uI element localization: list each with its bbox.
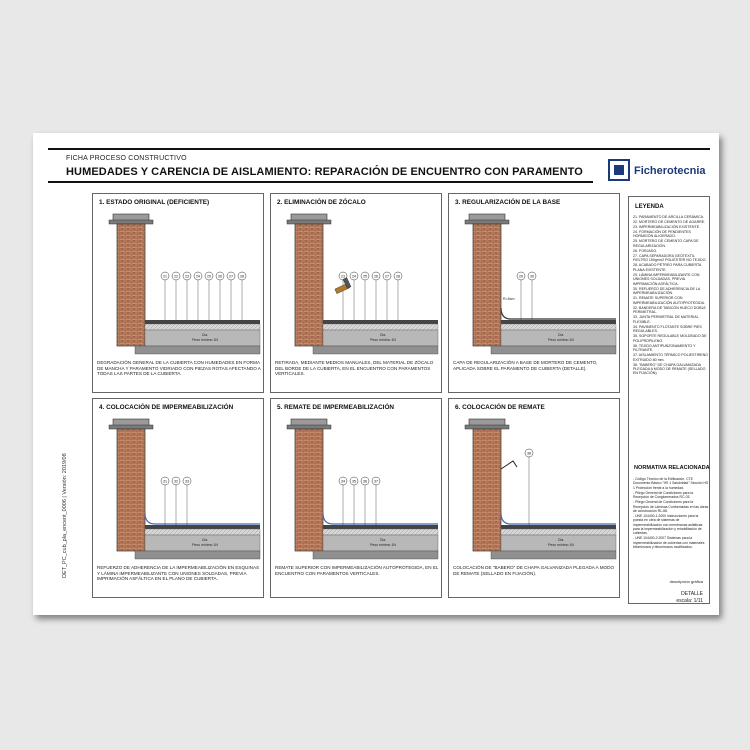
callout-number: 25: [363, 274, 367, 279]
normativa-title: NORMATIVA RELACIONADA: [634, 465, 710, 471]
detail-panel-6: [448, 398, 620, 598]
roof-finish-layer: [145, 320, 260, 324]
panel-title: 2. ELIMINACIÓN DE ZÓCALO: [277, 199, 366, 206]
column-cap-base: [109, 425, 153, 429]
panel-title: 4. COLOCACIÓN DE IMPERMEABILIZACIÓN: [99, 404, 234, 411]
roof-finish-layer: [323, 525, 438, 529]
construction-detail-drawing: [95, 413, 263, 563]
callout-number: 27: [229, 274, 233, 279]
document-side-code: DET_PC_cub_pla_encent_0006 | Versión: 2019/08: [62, 453, 68, 578]
header-bottom-rule: [48, 181, 593, 183]
legend-title: LEYENDA: [635, 204, 664, 210]
legend-item: 24. FORMACIÓN DE PENDIENTES HORMIGÓN ALIGERADO.: [633, 229, 691, 239]
callout-number: 29: [519, 274, 523, 279]
callout-number: 32: [174, 479, 178, 484]
ficherotecnia-logo: [608, 153, 708, 187]
panel-title: 6. COLOCACIÓN DE REMATE: [455, 404, 545, 411]
detail-title: DETALLE: [681, 591, 703, 597]
detail-panel-4: [92, 398, 264, 598]
roof-finish-layer: [145, 525, 260, 529]
legend-item: 29. LÁMINA IMPERMEABILIZANTE CON UNIONES SOLDADAS, PREVIA IMPRIMACIÓN ASFÁLTICA.: [633, 272, 700, 286]
normativa-item: - Pliego General de Condiciones para la Recepción de Conglomerados RC-03.: [633, 490, 694, 499]
document-sheet: [33, 133, 719, 615]
detail-panel-1: [92, 193, 264, 393]
waterproofing-membrane: [501, 308, 616, 319]
roof-screed-layer: [501, 529, 616, 535]
legend-item: 26. FORJADO.: [633, 248, 658, 253]
legend-item: 31. REMATE SUPERIOR CON IMPERMEABILIZACIÓN AUTOPROTEGIDA.: [633, 296, 706, 305]
callout-number: 23: [185, 274, 189, 279]
panel-title: 5. REMATE DE IMPERMEABILIZACIÓN: [277, 404, 395, 411]
normativa-list: [633, 477, 709, 550]
panel-description: RETIRADA, MEDIANTE MEDIOS MANUALES, DEL MATERIAL DE ZÓCALO DEL BORDE DE LA CUBIERTA, EN EL ENCUENTRO CON PARAMENTOS VERTICALES.: [275, 360, 434, 377]
waterproofing-membrane: [145, 513, 260, 524]
slab-label: Cta.: [379, 333, 387, 337]
roof-base: [135, 346, 260, 354]
detail-panel-2: [270, 193, 442, 393]
slab-label: Cta.: [201, 538, 209, 542]
callout-number: 34: [341, 479, 345, 484]
roof-screed-layer: [323, 529, 438, 535]
callout-number: 36: [363, 479, 367, 484]
brick-column: [117, 429, 145, 551]
callout-number: 23: [341, 274, 345, 279]
detail-panel-5: [270, 398, 442, 598]
slab-sublabel: Peso mínimo 1N: [548, 543, 574, 547]
roof-base: [313, 346, 438, 354]
roof-base: [313, 551, 438, 559]
legend-item: 33. JUNTA PERIMETRAL DE MATERIAL FLEXIBLE.: [633, 315, 699, 324]
legend-item: 25. MORTERO DE CEMENTO CAPA DE REGULARIZACIÓN.: [633, 239, 699, 248]
column-cap-base: [465, 220, 509, 224]
legend-item: 37. AISLAMIENTO TÉRMICO POLIESTIRENO EXTRUIDO 80 mm.: [633, 353, 708, 362]
panel-description: DEGRADACIÓN GENERAL DE LA CUBIERTA CON HUMEDADES EN FORMA DE MANCHA Y PARAMENTO VIDRIADO CON PIEZAS ROTAS AFECTANDO A TODAS LAS PARTES DE LA CUBIERTA.: [97, 360, 261, 377]
callout-number: 27: [385, 274, 389, 279]
callout-number: 22: [174, 274, 178, 279]
column-cap-base: [109, 220, 153, 224]
roof-screed-layer: [323, 324, 438, 330]
callout-number: 38: [527, 451, 531, 456]
sheet-content: [48, 146, 710, 604]
callout-number: 35: [352, 479, 356, 484]
brick-column: [473, 429, 501, 551]
slab-label: Cta.: [379, 538, 387, 542]
callout-number: 24: [196, 274, 200, 279]
construction-detail-drawing: [273, 413, 441, 563]
roof-base: [135, 551, 260, 559]
panel-description: CAPA DE REGULARIZACIÓN A BASE DE MORTERO DE CEMENTO, APLICADA SOBRE EL PARAMENTO DE CUBIERTA (DETALLE).: [453, 360, 598, 371]
callout-number: 25: [207, 274, 211, 279]
panel-description: REMATE SUPERIOR CON IMPERMEABILIZACIÓN AUTOPROTEGIDA, EN EL ENCUENTRO CON PARAMENTOS VERTICALES.: [275, 565, 439, 576]
graphic-description-label: descripción gráfica: [669, 579, 703, 584]
roof-base: [491, 346, 616, 354]
legend-item: 35. SOPORTE REGULABLE MOLDEADO DE POLIPROPILENO.: [633, 334, 707, 343]
callout-number: 33: [185, 479, 189, 484]
normativa-item: - UNE 104400-2:2007 Sistemas para la impermeabilización de cubiertas con materiales bituminosos y bituminosos modificados.: [633, 536, 705, 549]
legend-item: 32. BANDERA DE TABICÓN HUECO DOBLE PERIMETRAL.: [633, 305, 706, 315]
logo-text: Ficherotecnia: [634, 165, 706, 177]
slab-sublabel: Peso mínimo 1N: [548, 338, 574, 342]
construction-detail-drawing: [273, 208, 441, 358]
legend-item: 23. IMPERMEABILIZACIÓN EXISTENTE.: [633, 224, 701, 229]
callout-number: 21: [163, 274, 167, 279]
legend-item: 22. MORTERO DE CEMENTO DE AGARRE.: [633, 219, 706, 224]
roof-screed-layer: [145, 529, 260, 535]
brick-column: [295, 429, 323, 551]
legend-item: 38. "BABERO" DE CHAPA GALVANIZADA PLEGADA A MODO DE REMATE (SELLADO EN FIJACIÓN).: [633, 362, 706, 376]
flashing-profile: [501, 461, 517, 469]
callout-number: 26: [218, 274, 222, 279]
waterproofing-membrane: [323, 513, 438, 524]
legend-item: 28. ACABADO PÉTREO PARA CUBIERTA PLANA EXISTENTE.: [633, 263, 702, 272]
header-top-rule: [48, 148, 710, 150]
waterproofing-membrane: [501, 513, 616, 524]
construction-detail-drawing: [451, 413, 619, 563]
legend-item: 36. TEJIDO ANTIPUNZONAMIENTO Y FILTRANTE.: [633, 343, 696, 353]
legend-item: 27. CAPA SEPARADORA GEOTEXTIL FIELTRO 150gr/m2 POLIÉSTER NO TEJIDO.: [633, 253, 707, 263]
slab-label: Cta.: [201, 333, 209, 337]
logo-mark-icon: [608, 157, 634, 183]
slab-label: Cta.: [557, 538, 565, 542]
column-cap-base: [287, 220, 331, 224]
radius-note: R=5cm: [503, 297, 515, 301]
slab-sublabel: Peso mínimo 1N: [192, 338, 218, 342]
normativa-item: - Código Técnico de la Edificación. CTE Documento Básico "HS 1 Salubridad" Sección HS 1 Protección frente a la humedad.: [633, 477, 709, 490]
callout-number: 28: [240, 274, 244, 279]
roof-screed-layer: [145, 324, 260, 330]
callout-number: 37: [374, 479, 378, 484]
slab-sublabel: Peso mínimo 1N: [192, 543, 218, 547]
column-cap-base: [465, 425, 509, 429]
slab-label: Cta.: [557, 333, 565, 337]
legend-item: 21. PARAMENTO DE ARCILLA CERÁMICA.: [633, 215, 704, 219]
legend-list: [633, 215, 709, 376]
callout-number: 31: [163, 479, 167, 484]
construction-detail-drawing: [95, 208, 263, 358]
panel-description: REFUERZO DE ADHERENCIA DE LA IMPERMEABILIZACIÓN EN ESQUINAS Y LÁMINA IMPERMEABILIZANTE CON UNIONES SOLDADAS, PREVIA IMPRIMACIÓN ASFÁLTICA EN EL PLANO DE CUBIERTA.: [97, 565, 260, 582]
document-title: HUMEDADES Y CARENCIA DE AISLAMIENTO: REPARACIÓN DE ENCUENTRO CON PARAMENTO: [66, 166, 583, 178]
roof-finish-layer: [501, 525, 616, 529]
roof-base: [491, 551, 616, 559]
normativa-item: - UNE 104400-1:2000 Instrucciones para la puesta en obra de sistemas de impermeabilización con membranas asfálticas para la impermeabilización y rehabilitación de cubiertas.: [633, 514, 703, 535]
panel-title: 1. ESTADO ORIGINAL (DEFICIENTE): [99, 199, 210, 206]
brick-column: [295, 224, 323, 346]
panel-title: 3. REGULARIZACIÓN DE LA BASE: [455, 199, 561, 206]
column-cap-base: [287, 425, 331, 429]
legend-item: 34. PAVIMENTO FLOTANTE SOBRE PIES REGULABLES.: [633, 324, 702, 334]
detail-label: [676, 591, 703, 604]
callout-number: 28: [396, 274, 400, 279]
panel-description: COLOCACIÓN DE "BABERO" DE CHAPA GALVANIZADA PLEGADA A MODO DE REMATE (SELLADO EN FIJACIÓN).: [453, 565, 615, 576]
construction-detail-drawing: [451, 208, 619, 358]
callout-number: 26: [374, 274, 378, 279]
roof-finish-layer: [323, 320, 438, 324]
roof-screed-layer: [501, 324, 616, 330]
slab-sublabel: Peso mínimo 1N: [370, 543, 396, 547]
detail-panel-3: [448, 193, 620, 393]
detail-scale: escala: 1/11: [676, 597, 703, 604]
roof-finish-layer: [501, 320, 616, 324]
legend-item: 30. REFUERZO DE ADHERENCIA DE LA IMPERMEABILIZACIÓN.: [633, 286, 701, 296]
slab-sublabel: Peso mínimo 1N: [370, 338, 396, 342]
callout-number: 24: [352, 274, 356, 279]
document-subtitle: FICHA PROCESO CONSTRUCTIVO: [66, 155, 187, 162]
brick-column: [473, 224, 501, 346]
brick-column: [117, 224, 145, 346]
callout-number: 30: [530, 274, 534, 279]
legend-box: [628, 196, 710, 604]
normativa-item: - Pliego General de Condiciones para la Recepción de Láminas Conformadas en las obras de construcción RL-88.: [633, 500, 709, 513]
